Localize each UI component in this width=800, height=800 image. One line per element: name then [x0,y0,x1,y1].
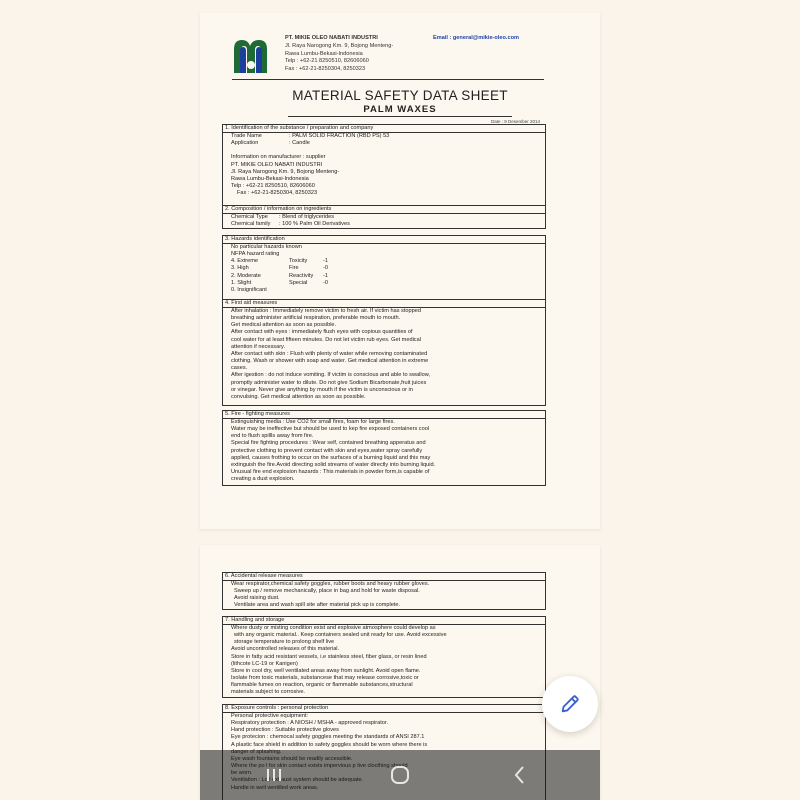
text-line: Avoid raising dust. [234,595,280,602]
document-page-1 [200,13,600,529]
section-title: 7. Handling and storage [223,617,545,625]
section-title: 6. Accidental release measures [223,573,545,581]
recents-button[interactable] [262,763,286,787]
text-line: materials subject to corrosive. [231,689,305,696]
text-line: A plastic face shield in addition to safety goggles should be worn where there is [231,741,428,748]
document-title: MATERIAL SAFETY DATA SHEET [292,88,508,103]
hazard-rating-cell: 0. Insignificant [231,286,267,293]
text-line: After contact with skin : Flush with plenty of water while removing contaminated [231,350,428,357]
section-body [231,214,350,228]
text-line: (lithcote LC-19 or Kanigen) [231,660,298,667]
document-date: Date : 9 Desember 2014 [490,119,540,124]
home-icon [388,763,412,787]
hazard-rating-row [231,273,328,280]
company-email: Email : general@mikie-oleo.com [433,35,519,41]
text-line: Water may be ineffective but should be used to kep fire exposed containers cool [231,426,430,433]
text-line: or vinegar. Never give anything by mouth if the victim is unconscious or in [231,386,413,393]
text-line: Store in fatty acid resistant vessels, i.e stainless steel, fiber glass, or resin lined [231,653,427,660]
value: : Candle [289,140,310,147]
text-line: creating a dust explosion. [231,476,295,483]
letterhead [232,35,552,95]
text-line: Where dusty or misting condition exist and explosive atmosphere could develop as [231,625,436,631]
section-title: 4. First aid measures [223,300,545,308]
section-hazards [222,235,546,302]
hazard-rating-row [231,258,328,265]
text-line: Wear respirator,chemical safety goggles, rubber boots and heavy rubber gloves. [231,581,430,587]
hazard-rating-row [231,287,328,294]
text-line: Personal protective equipment: [231,713,309,719]
hazard-rating-row [231,265,328,272]
text-line: After igestion : do not induce vomiting. If victim is conscious and able to swallow, [231,372,430,379]
company-logo [232,37,274,75]
text-line: Hand protection : Suitable protective gloves [231,727,339,734]
section-body [231,625,447,697]
text-line: After contact with eyes : immediately flush eyes with copious quantities of [231,329,413,336]
section-identification [222,124,546,212]
company-telp: Telp : +62-21 8250510, 82606060 [285,58,369,65]
text-line: with any organic material.. Keep containers sealed unit ready for use. Avoid excessive [234,632,447,639]
hazard-rating-cell [289,287,323,294]
text-line: Unusual fire end explosion hazards : This materials in powder form,is capable of [231,469,430,476]
text-line: convulsing. Get medical attention as soon as possible. [231,393,366,400]
label: Chemical Type [231,214,268,220]
hazard-rating-cell: 1. Slight [231,279,252,286]
label: Trade Name [231,133,262,139]
text-line: protective clothing to prevent contact with skin and eyes,water spray carefully [231,447,423,454]
text-line: Jl. Raya Narogong Km. 9, Bojong Menteng- [231,168,340,175]
hazard-rating-cell: 4. Extreme [231,258,259,265]
edit-button[interactable] [542,676,598,732]
text-line: Fax : +62-21-8250304, 8250323 [237,190,318,197]
hazard-rating-cell: 3. High [231,265,249,272]
company-name: PT. MIKIE OLEO NABATI INDUSTRI [285,35,378,41]
text-line: No particular hazards known [231,244,302,250]
text-line: Rawa Lumbu-Bekasi-Indonesia [231,175,309,182]
text-line: storage temperature to prolong shelf live [234,639,335,646]
text-line: cool water for at least fifteen minutes. Do not let victim rub eyes. Get medical [231,336,421,343]
text-line: attention if necessary. [231,343,285,350]
section-fire-fighting [222,410,546,486]
section-title: 3. Hazards identification [223,236,545,244]
back-button[interactable] [508,763,532,787]
document-subtitle: PALM WAXES [363,104,437,115]
section-title: 2. Composition / information on ingredients [223,206,545,214]
section-body [231,581,429,610]
hazard-rating-cell: 2. Moderate [231,272,261,279]
text-line: Special fire fighting procedures : Wear self, contained breathing apperatus and [231,440,426,447]
section-body [231,419,435,483]
company-fax: Fax : +62-21-8250304, 8250323 [285,66,366,73]
label: Chemical family [231,221,271,228]
title-divider [288,116,512,117]
text-line: cases. [231,365,248,372]
text-line: Get medical attention as soon as possible. [231,322,337,329]
home-button[interactable] [388,763,412,787]
section-title: 1. Identification of the substance / preparation and company [223,125,545,133]
section-accidental-release [222,572,546,610]
text-line: Information on manufacturer : supplier [231,154,326,161]
section-title: 8. Exposure controls : personal protection [223,705,545,713]
text-line: Ventilate area and wash spill site after material pick up is complete. [234,602,401,609]
section-body [231,244,328,294]
section-composition [222,205,546,229]
text-line: PT. MIKIE OLEO NABATI INDUSTRI [231,161,323,168]
company-address-line: Rawa Lumbu-Bekasi-Indonesia [285,50,363,57]
section-body [231,133,389,197]
value: : PALM SOLID FRACTION (RBD PS) 53 [289,133,390,139]
text-line: Eye protecion : chemocal safety goggles meeting the standards of ANSI 287.1 [231,734,425,741]
back-icon [508,763,532,787]
text-line: Respiratory protection : A NIOSH / MSHA - approved respirator. [231,720,389,727]
hazard-rating-cell: -0 [323,279,328,286]
hazard-rating-cell: Fire [289,265,299,272]
section-title: 5. Fire - fighting measures [223,411,545,419]
text-line: Avoid uncontrolled releases of this material. [231,646,340,653]
hazard-rating-cell: -0 [323,265,328,272]
text-line: Extinguishing media : Use CO2 for small fires, foam for large fires. [231,419,395,425]
text-line: Telp : +62-21 8250510, 82606060 [231,183,315,190]
text-line: extinguish the fire.Avoid directing solid streams of water directly into burning liquid. [231,461,436,468]
text-line: Sweep up / remove mechanically, place in bag and hold for waste disposal. [234,588,420,595]
header-divider [232,79,544,80]
recents-icon [262,763,286,787]
text-line: flammable fumes on reaction, organic or flammable substances,structural [231,682,413,689]
hazard-rating-row [231,280,328,287]
value: : Blend of triglycerides [279,214,335,220]
label: Application [231,140,259,147]
hazard-rating-cell: -1 [323,272,328,279]
hazard-rating-cell: Toxicity [289,258,308,265]
company-address-line: Jl. Raya Narogong Km. 9, Bojong Menteng- [285,42,394,49]
text-line: NFPA hazard rating [231,251,280,258]
pencil-icon [559,693,581,715]
section-first-aid [222,299,546,406]
company-address-block [285,35,393,74]
section-body [231,308,430,401]
text-line: clothing. Wash or shower with soap and water. Get medical attention in extreme [231,358,429,365]
hazard-rating-cell: Special [289,279,308,286]
value: : 100 % Palm Oil Derivatives [279,221,350,228]
navigation-bar [200,750,600,800]
text-line: breathing administer artificial respiration, preferable mouth to mouth. [231,315,401,322]
hazard-rating-cell: -1 [323,258,328,265]
text-line: Isolate from toxic materials, substancese that may release corrosive,toxic or [231,675,419,682]
text-line: applied, causes frothing to occur on the surfaces of a burning liquid and this may [231,454,431,461]
hazard-rating-cell: Reactivity [289,272,314,279]
text-line: Store in cool dry, well ventilated areas away from sunlight. Avoid open flame. [231,667,421,674]
text-line: promptly administer water to dilute. Do not give Sodium Bicarbonate,fruit juices [231,379,427,386]
section-handling-storage [222,616,546,698]
text-line: After inhalation : Immediately remove victim to fresh air. If victim has stopped [231,308,421,314]
text-line: end to flush spillls away from fire. [231,433,314,440]
